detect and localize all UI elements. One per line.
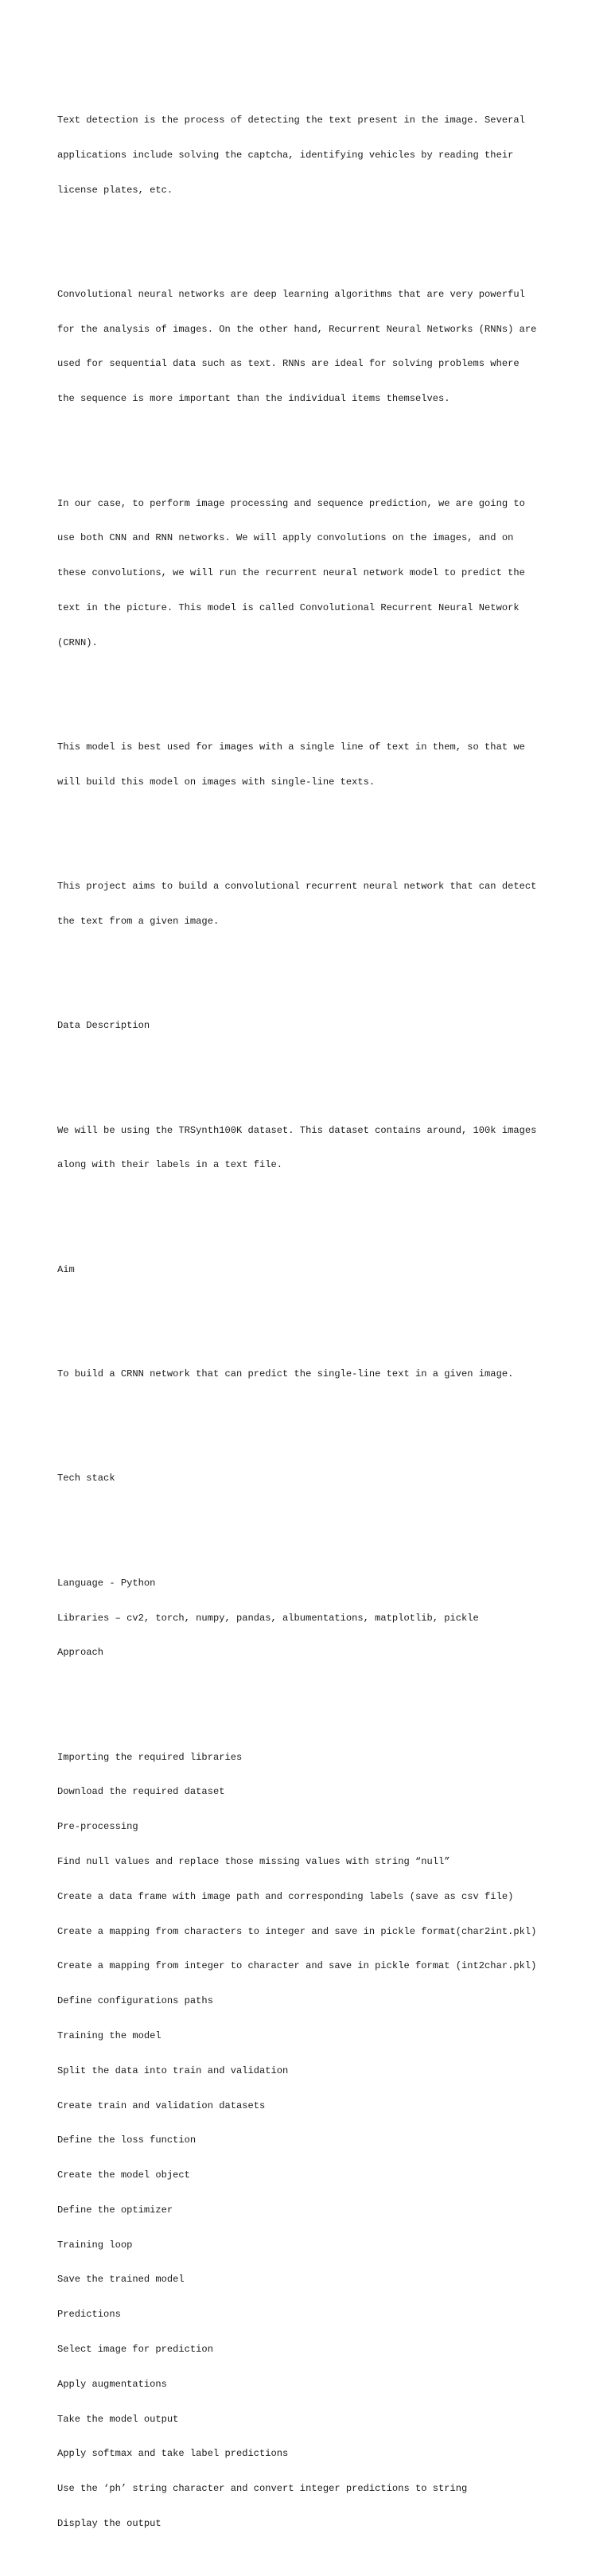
text-line: Convolutional neural networks are deep learning algorithms that are very powerful (57, 288, 525, 300)
text-line: along with their labels in a text file. (57, 1159, 283, 1171)
text-line: In our case, to perform image processing and sequence prediction, we are going to (57, 497, 525, 509)
text-line: To build a CRNN network that can predict the single-line text in a given image. (57, 1368, 514, 1380)
list-item: Importing the required libraries (57, 1751, 243, 1763)
list-item: Take the model output (57, 2413, 179, 2425)
list-item: Download the required dataset (57, 1786, 225, 1798)
project-aim-paragraph (57, 858, 582, 951)
text-line: This model is best used for images with a single line of text in them, so that we (57, 741, 525, 753)
list-item: Use the ‘ph’ string character and convert integer predictions to string (57, 2483, 468, 2495)
cnn-rnn-paragraph (57, 266, 582, 428)
list-item: Pre-processing (57, 1821, 138, 1833)
text-line: We will be using the TRSynth100K dataset. This dataset contains around, 100k images (57, 1124, 537, 1136)
text-line: This project aims to build a convolutional recurrent neural network that can detect (57, 881, 537, 893)
text-line: the text from a given image. (57, 915, 220, 927)
list-item: Apply augmentations (57, 2378, 167, 2390)
text-line: Text detection is the process of detecting the text present in the image. Several (57, 114, 525, 126)
text-line: applications include solving the captcha, identifying vehicles by reading their (57, 149, 514, 161)
text-line: will build this model on images with single-line texts. (57, 776, 376, 788)
section-heading: Aim (57, 1263, 75, 1275)
list-item: Create train and validation datasets (57, 2099, 266, 2111)
approach-heading: Approach (57, 1647, 104, 1659)
list-item: Create a mapping from characters to integer and save in pickle format(char2int.pkl) (57, 1925, 537, 1937)
list-item: Predictions (57, 2309, 121, 2321)
aim-heading-block (57, 1241, 582, 1299)
text-line: these convolutions, we will run the recurrent neural network model to predict the (57, 567, 525, 579)
list-item: Training loop (57, 2239, 133, 2251)
list-item: Training the model (57, 2029, 162, 2041)
text-line: text in the picture. This model is called Convolutional Recurrent Neural Network (57, 601, 520, 613)
section-heading: Data Description (57, 1020, 150, 1032)
data-description-paragraph (57, 1101, 582, 1194)
list-item: Save the trained model (57, 2274, 185, 2286)
list-item: Define the optimizer (57, 2204, 173, 2216)
approach-steps-list (57, 1729, 582, 2553)
text-line: use both CNN and RNN networks. We will apply convolutions on the images, and on (57, 532, 514, 544)
list-item: Select image for prediction (57, 2343, 213, 2355)
list-item: Find null values and replace those missing values with string “null” (57, 1856, 450, 1868)
text-line: (CRNN). (57, 636, 98, 648)
list-item: Create the model object (57, 2169, 190, 2181)
single-line-paragraph (57, 718, 582, 811)
document-page (57, 56, 582, 2576)
text-line: used for sequential data such as text. RNNs are ideal for solving problems where (57, 358, 520, 370)
list-item: Define the loss function (57, 2134, 197, 2146)
libraries-line: Libraries – cv2, torch, numpy, pandas, albumentations, matplotlib, pickle (57, 1612, 479, 1624)
tech-stack-paragraph (57, 1555, 582, 1683)
text-line: license plates, etc. (57, 184, 173, 196)
text-line: for the analysis of images. On the other hand, Recurrent Neural Networks (RNNs) are (57, 323, 537, 335)
data-description-heading-block (57, 997, 582, 1055)
intro-paragraph (57, 91, 582, 220)
list-item: Display the output (57, 2517, 162, 2529)
language-line: Language - Python (57, 1577, 156, 1589)
list-item: Split the data into train and validation (57, 2064, 289, 2076)
text-line: the sequence is more important than the individual items themselves. (57, 393, 450, 405)
tech-stack-heading-block (57, 1449, 582, 1508)
aim-paragraph (57, 1345, 582, 1403)
list-item: Create a mapping from integer to character and save in pickle format (int2char.pkl) (57, 1960, 537, 1972)
list-item: Apply softmax and take label predictions (57, 2448, 289, 2460)
section-heading: Tech stack (57, 1473, 115, 1485)
list-item: Create a data frame with image path and corresponding labels (save as csv file) (57, 1890, 514, 1902)
crnn-paragraph (57, 474, 582, 671)
list-item: Define configurations paths (57, 1995, 213, 2007)
